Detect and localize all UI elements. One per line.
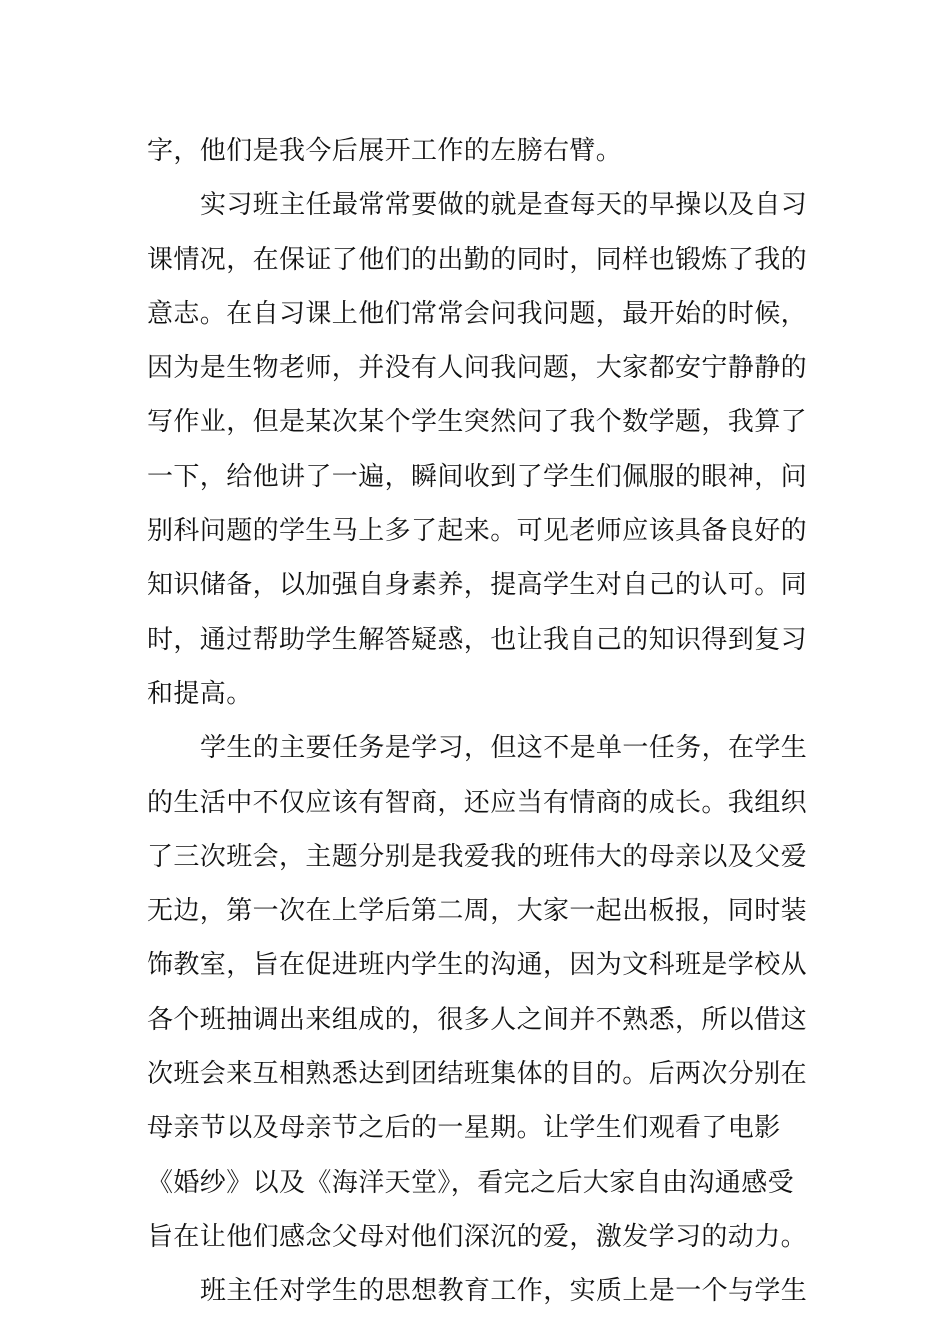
body-text: [147, 124, 812, 1319]
text-line: 课情况，在保证了他们的出勤的同时，同样也锻炼了我的: [147, 244, 808, 275]
text-line: 意志。在自习课上他们常常会问我问题，最开始的时候，: [147, 298, 808, 329]
text-line: 和提高。: [147, 678, 253, 709]
paragraph-start-line: 班主任对学生的思想教育工作，实质上是一个与学生: [200, 1276, 808, 1307]
text-line: 各个班抽调出来组成的，很多人之间并不熟悉，所以借这: [147, 1004, 808, 1035]
text-line: 别科问题的学生马上多了起来。可见老师应该具备良好的: [147, 516, 808, 547]
text-line: 的生活中不仅应该有智商，还应当有情商的成长。我组织: [147, 787, 808, 818]
text-line: 次班会来互相熟悉达到团结班集体的目的。后两次分别在: [147, 1059, 808, 1090]
paragraph-start-line: 实习班主任最常常要做的就是查每天的早操以及自习: [200, 190, 808, 221]
text-line: 一下，给他讲了一遍，瞬间收到了学生们佩服的眼神，问: [147, 461, 808, 492]
text-line: 写作业，但是某次某个学生突然问了我个数学题，我算了: [147, 407, 808, 438]
text-line: 时，通过帮助学生解答疑惑，也让我自己的知识得到复习: [147, 624, 808, 655]
text-line: 《婚纱》以及《海洋天堂》，看完之后大家自由沟通感受: [147, 1167, 795, 1198]
text-line: 旨在让他们感念父母对他们深沉的爱，激发学习的动力。: [147, 1221, 808, 1252]
text-line: 知识储备，以加强自身素养，提高学生对自己的认可。同: [147, 570, 808, 601]
text-line: 无边，第一次在上学后第二周，大家一起出板报，同时装: [147, 896, 808, 927]
text-line: 了三次班会，主题分别是我爱我的班伟大的母亲以及父爱: [147, 841, 808, 872]
text-line: 因为是生物老师，并没有人问我问题，大家都安宁静静的: [147, 353, 808, 384]
text-line: 饰教室，旨在促进班内学生的沟通，因为文科班是学校从: [147, 950, 808, 981]
text-line: 母亲节以及母亲节之后的一星期。让学生们观看了电影: [147, 1113, 781, 1144]
paragraph-start-line: 学生的主要任务是学习，但这不是单一任务，在学生: [200, 733, 808, 764]
text-line: 字，他们是我今后展开工作的左膀右臂。: [147, 136, 623, 166]
